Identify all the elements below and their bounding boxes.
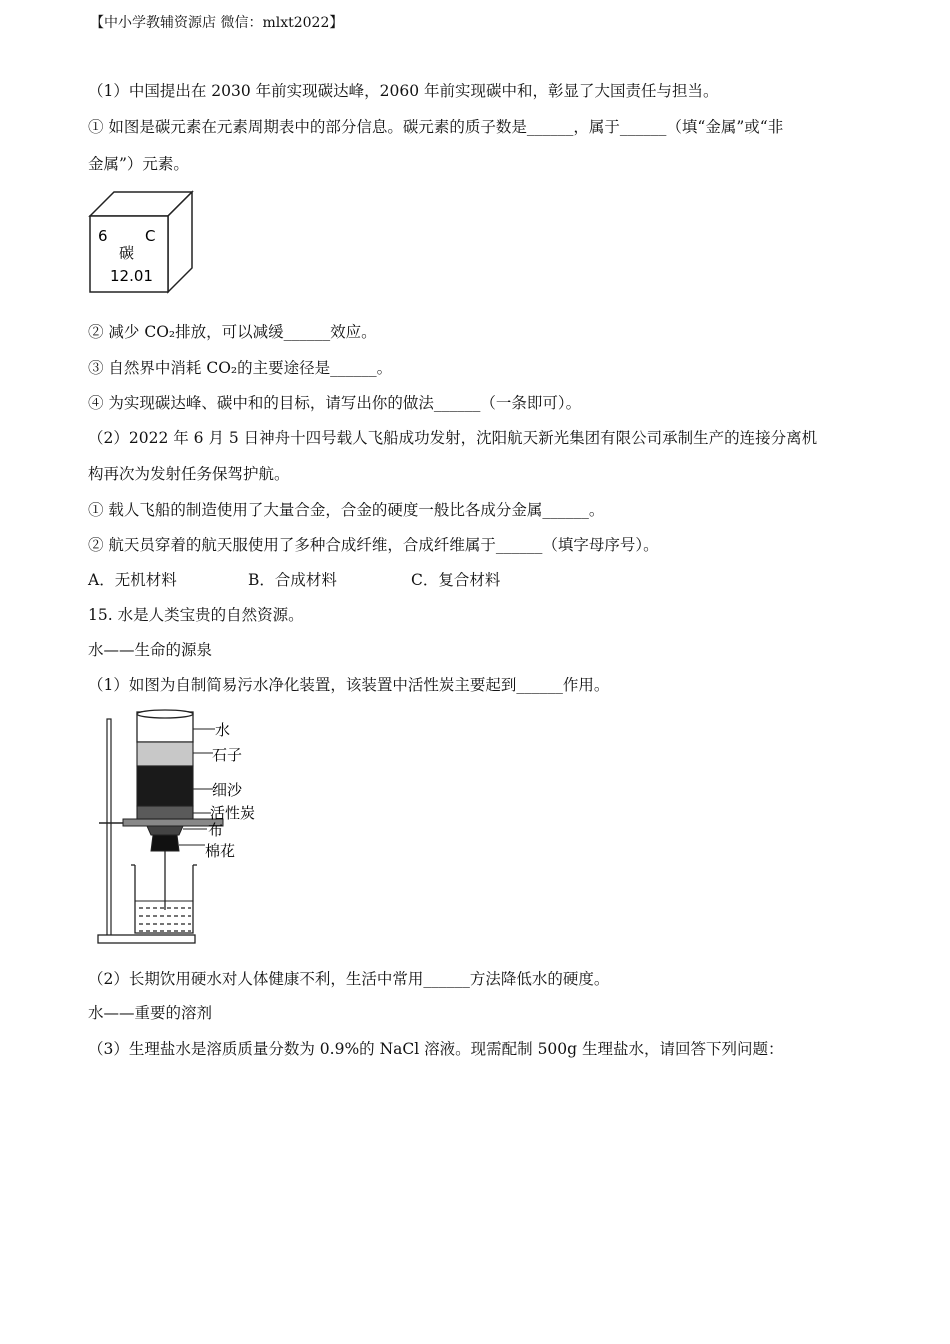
section-water-life: 水——生命的源泉 xyxy=(88,641,213,659)
q14-part2-line2: 构再次为发射任务保驾护航。 xyxy=(88,465,290,483)
label-fine-sand: 细沙 xyxy=(212,781,243,799)
q15-title: 15. 水是人类宝贵的自然资源。 xyxy=(88,606,304,624)
carbon-element-card xyxy=(86,188,196,296)
q15-3: （3）生理盐水是溶质质量分数为 0.9%的 NaCl 溶液。现需配制 500g 生理盐水，请回答下列问题： xyxy=(88,1040,784,1058)
label-stone: 石子 xyxy=(212,746,243,764)
option-c: C．复合材料 xyxy=(411,571,501,589)
option-a: A．无机材料 xyxy=(88,571,177,589)
atomic-number: 6 xyxy=(98,227,108,245)
q14-1-4: ④ 为实现碳达峰、碳中和的目标，请写出你的做法______（一条即可）。 xyxy=(88,394,582,412)
q14-2-2: ② 航天员穿着的航天服使用了多种合成纤维，合成纤维属于______（填字母序号）。 xyxy=(88,536,659,554)
label-cloth: 布 xyxy=(208,821,224,839)
q14-1-2: ② 减少 CO₂排放，可以减缓______效应。 xyxy=(88,323,377,341)
water-filter-diagram xyxy=(95,705,270,950)
q14-2-1: ① 载人飞船的制造使用了大量合金，合金的硬度一般比各成分金属______。 xyxy=(88,501,605,519)
atomic-mass: 12.01 xyxy=(110,267,153,285)
q14-1-1-line2: 金属”）元素。 xyxy=(88,155,189,173)
q15-1: （1）如图为自制简易污水净化装置，该装置中活性炭主要起到______作用。 xyxy=(88,676,610,694)
q14-1-1-line1: ① 如图是碳元素在元素周期表中的部分信息。碳元素的质子数是______，属于______（填“金属”或“非 xyxy=(88,118,784,136)
option-b: B．合成材料 xyxy=(248,571,337,589)
element-symbol: C xyxy=(145,227,156,245)
element-name: 碳 xyxy=(119,244,135,262)
q14-part2-line1: （2）2022 年 6 月 5 日神舟十四号载人飞船成功发射，沈阳航天新光集团有限公司承制生产的连接分离机 xyxy=(88,429,818,447)
q15-2: （2）长期饮用硬水对人体健康不利，生活中常用______方法降低水的硬度。 xyxy=(88,970,610,988)
section-water-solvent: 水——重要的溶剂 xyxy=(88,1004,213,1022)
label-activated-carbon: 活性炭 xyxy=(210,804,256,822)
page-header: 【中小学教辅资源店 微信：mlxt2022】 xyxy=(90,15,344,31)
q14-1-3: ③ 自然界中消耗 CO₂的主要途径是______。 xyxy=(88,359,393,377)
label-cotton: 棉花 xyxy=(205,842,236,860)
label-water: 水 xyxy=(215,721,231,739)
q14-part1-intro: （1）中国提出在 2030 年前实现碳达峰，2060 年前实现碳中和，彰显了大国责任与担当。 xyxy=(88,82,719,100)
